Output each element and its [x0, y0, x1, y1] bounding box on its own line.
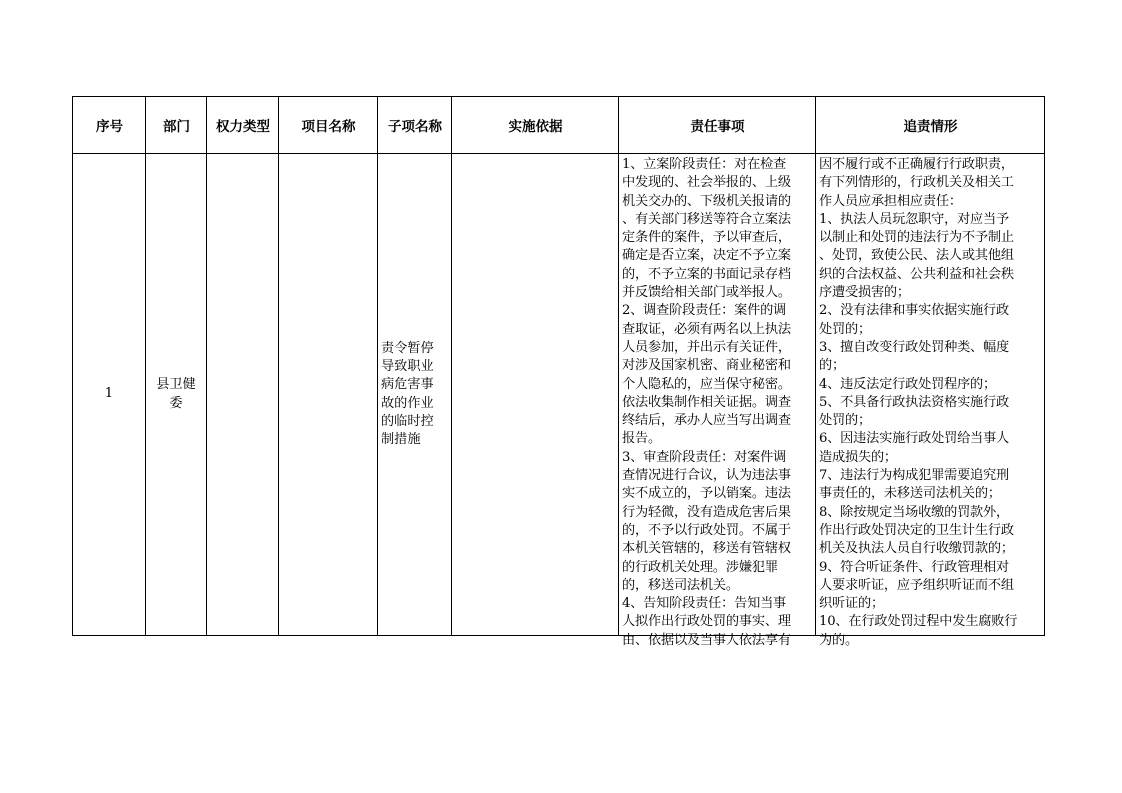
cell-item-name	[279, 154, 377, 635]
cell-sub-item-name	[378, 154, 451, 635]
header-seq: 序号	[73, 97, 146, 154]
header-responsibility: 责任事项	[619, 97, 816, 154]
header-basis: 实施依据	[452, 97, 619, 154]
cell-accountability: 因不履行或不正确履行行政职责， 有下列情形的，行政机关及相关工 作人员应承担相应责任： 1、执法人员玩忽职守，对应当予 以制止和处罚的违法行为不予制止 、处罚，致使公民、法人或其他组 织的合法权益、公共利益和社会秩 序遭受损害的； 2、没有法律和事实依据实施行政 处罚的； 3、擅自改变行政处罚种类、幅度 的； 4、违反法定行政处罚程序的； 5、不具备行政执法资格实施行政 处罚的； 6、因违法实施行政处罚给当事人 造成损失的； 7、违法行为构成犯罪需要追究刑 事责任的，未移送司法机关的； 8、除按规定当场收缴的罚款外， 作出行政处罚决定的卫生计生行政 机关及执法人员自行收缴罚款的； 9、符合听证条件、行政管理相对 人要求听证，应予组织听证而不组 织听证的； 10、在行政处罚过程中发生腐败行 为的。	[819, 157, 1018, 648]
header-dept: 部门	[146, 97, 207, 154]
cell-basis	[452, 154, 618, 635]
permission-table	[72, 96, 1045, 648]
header-sub-item-name: 子项名称	[378, 97, 452, 154]
header-item-name: 项目名称	[279, 97, 378, 154]
sub-item-name-text: 责令暂停 导致职业 病危害事 故的作业 的临时控 制措施	[381, 340, 434, 448]
cell-responsibility: 1、立案阶段责任：对在检查 中发现的、社会举报的、上级 机关交办的、下级机关报请的 、有关部门移送等符合立案法 定条件的案件，予以审查后， 确定是否立案，决定不予立案 的，不予立案的书面记录存档 并反馈给相关部门或举报人。 2、调查阶段责任：案件的调 查取证，必须有两名以上执法 人员参加，并出示有关证件， 对涉及国家机密、商业秘密和 个人隐私的，应当保守秘密。 依法收集制作相关证据。调查 终结后，承办人应当写出调查 报告。 3、审查阶段责任：对案件调 查情况进行合议，认为违法事 实不成立的，予以销案。违法 行为轻微，没有造成危害后果 的，不予以行政处罚。不属于 本机关管辖的，移送有管辖权 的行政机关处理。涉嫌犯罪 的，移送司法机关。 4、告知阶段责任：告知当事 人拟作出行政处罚的事实、理 由、依据以及当事人依法享有	[622, 157, 791, 648]
header-accountability: 追责情形	[816, 97, 1045, 154]
header-power-type: 权力类型	[207, 97, 279, 154]
cell-seq: 1	[104, 386, 114, 402]
cell-power-type	[207, 154, 278, 635]
cell-dept: 县卫健 委	[156, 377, 196, 411]
